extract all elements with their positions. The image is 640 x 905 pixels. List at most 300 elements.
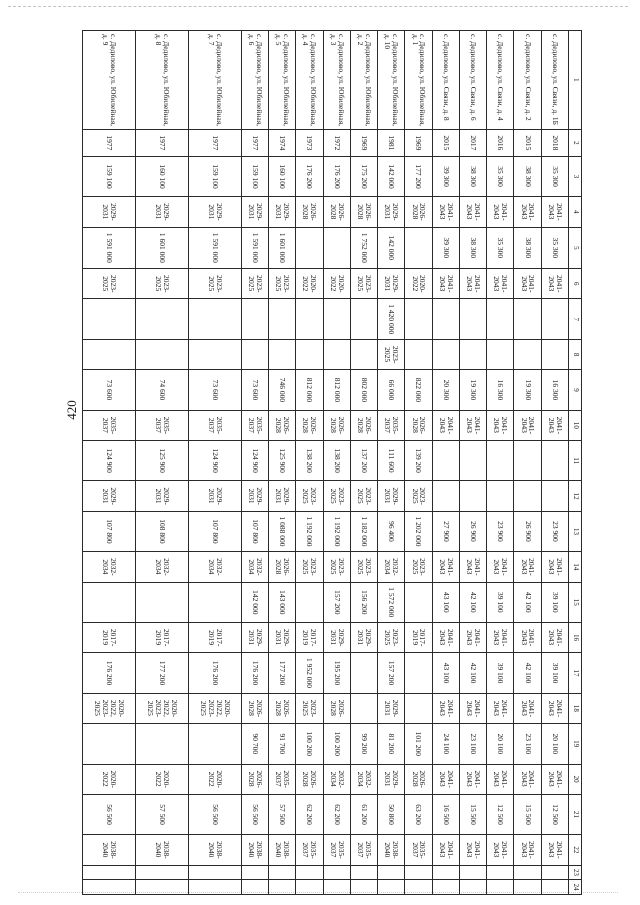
table-cell: 124 900: [188, 441, 241, 481]
table-cell: 38 300: [514, 227, 541, 269]
table-cell: 124 900: [241, 441, 268, 481]
table-cell: [541, 865, 568, 880]
table-cell: [487, 339, 514, 369]
table-cell: [378, 880, 405, 895]
table-cell: 96 400: [378, 511, 405, 551]
table-cell: 2041-2043: [432, 269, 459, 299]
table-cell: 57 500: [136, 794, 189, 834]
table-cell: 99 200: [350, 724, 377, 764]
table-cell: 2029-2031: [378, 481, 405, 511]
address-cell: с. Дедилово, ул. Юбилейная, д. 5: [269, 31, 296, 130]
address-cell: с. Дедилово, ул. Юбилейная, д. 10: [378, 31, 405, 130]
table-cell: 2041-2043: [541, 764, 568, 794]
table-cell: 2041-2043: [487, 197, 514, 227]
housing-repair-schedule-table: [82, 30, 582, 895]
table-cell: 38 300: [459, 227, 486, 269]
table-cell: [323, 299, 350, 339]
column-number: 12: [569, 481, 582, 511]
table-cell: [136, 724, 189, 764]
table-cell: 2041-2043: [459, 410, 486, 440]
table-cell: 2035-2037: [405, 835, 432, 865]
table-cell: 2035-2037: [378, 410, 405, 440]
column-number: 21: [569, 794, 582, 834]
table-cell: [541, 299, 568, 339]
table-cell: 2041-2043: [459, 197, 486, 227]
table-cell: 2023-2025: [296, 552, 323, 582]
table-cell: 16 500: [432, 794, 459, 834]
table-cell: [188, 880, 241, 895]
table-cell: [323, 865, 350, 880]
table-cell: 50 800: [378, 794, 405, 834]
address-cell: с. Дедилово, ул. Юбилейная, д. 1: [405, 31, 432, 130]
column-number: 2: [569, 129, 582, 156]
table-cell: [405, 582, 432, 622]
table-cell: 61 200: [350, 794, 377, 834]
column-number: 1: [569, 31, 582, 130]
table-cell: 2032-2034: [323, 764, 350, 794]
table-cell: [188, 865, 241, 880]
address-cell: с. Дедилово, ул. Юбилейная, д. 6: [241, 31, 268, 130]
table-cell: 802 000: [350, 370, 377, 410]
table-cell: 20 100: [487, 724, 514, 764]
table-cell: 2015: [432, 129, 459, 156]
address-cell: с. Дедилово, ул. Юбилейная, д. 9: [83, 31, 136, 130]
column-number: 18: [569, 693, 582, 723]
table-cell: 2023-2025: [296, 693, 323, 723]
table-cell: [432, 441, 459, 481]
table-cell: 138 200: [296, 441, 323, 481]
column-number: 13: [569, 511, 582, 551]
table-cell: 176 200: [83, 653, 136, 693]
table-cell: 63 200: [405, 794, 432, 834]
table-cell: 1 192 000: [323, 511, 350, 551]
table-cell: 108 800: [136, 511, 189, 551]
table-cell: 2032-2034: [83, 552, 136, 582]
table-cell: 15 500: [514, 794, 541, 834]
table-cell: 24 100: [432, 724, 459, 764]
table-cell: [487, 299, 514, 339]
table-cell: 2041-2043: [541, 693, 568, 723]
table-cell: 15 500: [459, 794, 486, 834]
table-cell: 2041-2043: [432, 764, 459, 794]
table-cell: 2029-2031: [83, 197, 136, 227]
table-cell: 2035-2037: [296, 835, 323, 865]
table-cell: 2035-2037: [323, 835, 350, 865]
table-cell: 176 200: [323, 156, 350, 196]
table-cell: [514, 880, 541, 895]
table-cell: [487, 880, 514, 895]
table-cell: [432, 299, 459, 339]
table-cell: [350, 339, 377, 369]
column-number: 20: [569, 764, 582, 794]
table-cell: 2035-2037: [350, 835, 377, 865]
table-cell: [350, 653, 377, 693]
table-cell: [83, 865, 136, 880]
table-cell: 1 202 000: [405, 511, 432, 551]
table-cell: 35 300: [487, 227, 514, 269]
table-cell: 2041-2043: [459, 764, 486, 794]
table-cell: 2038-2040: [188, 835, 241, 865]
address-cell: с. Дедилово, ул. Юбилейная, д. 4: [296, 31, 323, 130]
table-cell: 142 000: [378, 156, 405, 196]
table-row: [541, 31, 568, 895]
rotated-table-container: [82, 30, 582, 895]
table-cell: 2038-2040: [83, 835, 136, 865]
table-cell: 2026-2028: [241, 764, 268, 794]
table-row: [323, 31, 350, 895]
table-cell: [350, 880, 377, 895]
table-cell: 2026-2028: [405, 197, 432, 227]
table-cell: 66 000: [378, 370, 405, 410]
table-row: [188, 31, 241, 895]
table-cell: [405, 653, 432, 693]
table-cell: 2041-2043: [432, 410, 459, 440]
table-cell: 12 500: [487, 794, 514, 834]
table-cell: 2026-2028: [269, 410, 296, 440]
table-cell: 73 600: [241, 370, 268, 410]
table-cell: 159 100: [241, 156, 268, 196]
table-cell: [405, 865, 432, 880]
table-cell: 2023-2025: [241, 269, 268, 299]
table-cell: 2029-2031: [378, 693, 405, 723]
table-cell: 2017-2019: [296, 622, 323, 652]
table-cell: 1973: [296, 129, 323, 156]
table-cell: [514, 441, 541, 481]
table-cell: 23 900: [541, 511, 568, 551]
table-cell: 2029-2031: [323, 622, 350, 652]
column-number: 19: [569, 724, 582, 764]
table-cell: 2041-2043: [541, 552, 568, 582]
table-cell: 2032-2034: [188, 552, 241, 582]
table-cell: [350, 299, 377, 339]
table-cell: 124 900: [83, 441, 136, 481]
table-cell: 38 300: [459, 156, 486, 196]
table-cell: 2041-2043: [432, 622, 459, 652]
column-number: 7: [569, 299, 582, 339]
table-cell: [323, 227, 350, 269]
column-number: 4: [569, 197, 582, 227]
table-cell: [296, 865, 323, 880]
table-cell: 2023-2025: [378, 622, 405, 652]
table-cell: 20 300: [432, 370, 459, 410]
table-cell: 2041-2043: [487, 552, 514, 582]
table-cell: 1972: [323, 129, 350, 156]
table-cell: 81 200: [378, 724, 405, 764]
table-cell: 2026-2028: [350, 197, 377, 227]
table-cell: 2041-2043: [487, 269, 514, 299]
table-cell: [269, 880, 296, 895]
table-cell: 2015: [514, 129, 541, 156]
table-cell: [405, 880, 432, 895]
table-cell: 2026-2028: [296, 197, 323, 227]
table-cell: 2029-2031: [188, 197, 241, 227]
table-cell: 2020-2022: [136, 764, 189, 794]
table-cell: 38 300: [514, 156, 541, 196]
table-cell: 2041-2043: [514, 835, 541, 865]
table-cell: 143 000: [269, 582, 296, 622]
table-cell: [541, 339, 568, 369]
table-cell: 62 200: [323, 794, 350, 834]
table-cell: 1 752 000: [350, 227, 377, 269]
table-cell: 2041-2043: [514, 410, 541, 440]
table-cell: 12 500: [541, 794, 568, 834]
table-cell: 26 900: [459, 511, 486, 551]
table-cell: 91 700: [269, 724, 296, 764]
table-cell: 1977: [241, 129, 268, 156]
table-cell: 2026-2028: [405, 410, 432, 440]
table-cell: [136, 865, 189, 880]
table-cell: 2041-2043: [459, 269, 486, 299]
table-cell: 125 900: [136, 441, 189, 481]
page-number: 420: [64, 400, 79, 420]
table-cell: 2023-2025: [323, 481, 350, 511]
table-cell: 1 591 000: [83, 227, 136, 269]
column-number: 6: [569, 269, 582, 299]
column-number: 17: [569, 653, 582, 693]
table-cell: 2041-2043: [459, 835, 486, 865]
table-cell: 2017-2019: [136, 622, 189, 652]
table-cell: 2026-2028: [269, 693, 296, 723]
table-cell: 125 900: [269, 441, 296, 481]
table-cell: 2020-2022: [405, 269, 432, 299]
column-number: 14: [569, 552, 582, 582]
table-cell: 39 300: [432, 227, 459, 269]
table-cell: 111 600: [378, 441, 405, 481]
table-cell: 2041-2043: [541, 410, 568, 440]
table-cell: 2020-2022, 2023-2025: [136, 693, 189, 723]
table-cell: 42 100: [514, 582, 541, 622]
table-cell: [405, 693, 432, 723]
table-cell: 156 200: [350, 582, 377, 622]
table-cell: 1 420 000: [378, 299, 405, 339]
table-cell: [405, 299, 432, 339]
table-cell: 1977: [188, 129, 241, 156]
table-cell: 23 100: [514, 724, 541, 764]
table-cell: [188, 299, 241, 339]
table-cell: 177 200: [136, 653, 189, 693]
table-cell: 2041-2043: [432, 552, 459, 582]
table-cell: 2041-2043: [487, 764, 514, 794]
table-cell: 2018: [541, 129, 568, 156]
column-number: 23: [569, 865, 582, 880]
table-cell: 43 100: [432, 582, 459, 622]
table-cell: 35 300: [541, 156, 568, 196]
table-cell: [487, 865, 514, 880]
table-cell: [241, 865, 268, 880]
table-cell: [296, 339, 323, 369]
table-cell: 2038-2040: [241, 835, 268, 865]
table-cell: 2026-2028: [405, 764, 432, 794]
table-cell: 160 100: [136, 156, 189, 196]
table-cell: [83, 299, 136, 339]
table-cell: 1 182 000: [350, 511, 377, 551]
address-cell: с. Дедилово, ул. Связи, д. 1Б: [541, 31, 568, 130]
table-cell: 2041-2043: [541, 622, 568, 652]
table-cell: 16 300: [541, 370, 568, 410]
table-cell: [83, 582, 136, 622]
table-cell: 2020-2022: [296, 269, 323, 299]
table-cell: 2029-2031: [241, 622, 268, 652]
table-cell: 2023-2025: [323, 552, 350, 582]
table-cell: [350, 693, 377, 723]
column-number: 10: [569, 410, 582, 440]
table-cell: 2029-2031: [378, 197, 405, 227]
table-cell: 138 200: [323, 441, 350, 481]
address-cell: с. Дедилово, ул. Связи, д. 2: [514, 31, 541, 130]
table-cell: [432, 865, 459, 880]
table-cell: 57 500: [269, 794, 296, 834]
table-cell: 2032-2034: [350, 764, 377, 794]
table-cell: 746 000: [269, 370, 296, 410]
table-row: [405, 31, 432, 895]
table-cell: [296, 227, 323, 269]
address-cell: с. Дедилово, ул. Юбилейная, д. 7: [188, 31, 241, 130]
table-cell: 2041-2043: [514, 693, 541, 723]
table-row: [296, 31, 323, 895]
table-cell: 100 200: [296, 724, 323, 764]
table-cell: 2029-2031: [136, 197, 189, 227]
table-row: [459, 31, 486, 895]
table-cell: [296, 880, 323, 895]
table-cell: 2023-2025: [136, 269, 189, 299]
table-cell: 2026-2028: [241, 693, 268, 723]
table-cell: 2026-2028: [296, 764, 323, 794]
table-cell: [241, 299, 268, 339]
table-cell: 175 200: [350, 156, 377, 196]
table-cell: 2020-2022, 2023-2025: [188, 693, 241, 723]
table-cell: [188, 724, 241, 764]
table-cell: 2020-2022: [188, 764, 241, 794]
table-cell: 2041-2043: [514, 269, 541, 299]
table-cell: [514, 865, 541, 880]
table-cell: 1 088 000: [269, 511, 296, 551]
table-cell: 2041-2043: [432, 693, 459, 723]
table-cell: 19 300: [459, 370, 486, 410]
table-cell: 1 192 000: [296, 511, 323, 551]
table-row: [83, 31, 136, 895]
table-cell: 2035-2037: [136, 410, 189, 440]
table-cell: 107 800: [241, 511, 268, 551]
table-cell: [405, 227, 432, 269]
table-cell: 2029-2031: [269, 481, 296, 511]
table-cell: 2020-2022: [83, 764, 136, 794]
table-cell: 19 300: [514, 370, 541, 410]
table-cell: 1981: [378, 129, 405, 156]
table-cell: 1 591 000: [241, 227, 268, 269]
table-cell: 2023-2025: [350, 552, 377, 582]
table-cell: [350, 865, 377, 880]
table-cell: 159 100: [188, 156, 241, 196]
table-cell: 2029-2031: [269, 622, 296, 652]
table-cell: [269, 339, 296, 369]
table-cell: 1969: [350, 129, 377, 156]
table-cell: 177 200: [405, 156, 432, 196]
table-cell: 142 000: [241, 582, 268, 622]
table-cell: [136, 582, 189, 622]
table-cell: 176 200: [241, 653, 268, 693]
table-cell: [432, 481, 459, 511]
table-cell: 2029-2031: [378, 764, 405, 794]
table-cell: 39 300: [432, 156, 459, 196]
table-cell: [83, 339, 136, 369]
table-cell: [188, 339, 241, 369]
table-cell: [323, 880, 350, 895]
table-cell: [541, 880, 568, 895]
table-cell: 822 000: [405, 370, 432, 410]
table-cell: 1 591 000: [188, 227, 241, 269]
table-cell: [514, 299, 541, 339]
table-cell: 137 200: [350, 441, 377, 481]
table-cell: 2041-2043: [459, 552, 486, 582]
table-cell: 56 500: [241, 794, 268, 834]
table-cell: 43 100: [432, 653, 459, 693]
table-cell: 2041-2043: [432, 197, 459, 227]
table-cell: 2020-2022, 2023-2025: [83, 693, 136, 723]
scan-artifact-top: [8, 6, 628, 8]
table-cell: 2041-2043: [459, 622, 486, 652]
table-cell: 2020-2022: [323, 269, 350, 299]
table-cell: 42 100: [514, 653, 541, 693]
table-cell: [459, 481, 486, 511]
table-cell: 2041-2043: [487, 410, 514, 440]
table-cell: 2026-2028: [323, 693, 350, 723]
table-cell: 2029-2031: [83, 481, 136, 511]
table-row: [241, 31, 268, 895]
table-cell: 2023-2025: [83, 269, 136, 299]
table-cell: 2023-2025: [378, 339, 405, 369]
table-cell: 1974: [269, 129, 296, 156]
table-cell: 2041-2043: [487, 622, 514, 652]
table-cell: 39 100: [541, 582, 568, 622]
table-cell: 2026-2028: [323, 410, 350, 440]
table-cell: 35 300: [541, 227, 568, 269]
table-cell: 35 300: [487, 156, 514, 196]
table-cell: 1 572 000: [378, 582, 405, 622]
table-cell: 2023-2025: [405, 552, 432, 582]
table-cell: 160 100: [269, 156, 296, 196]
table-row: [350, 31, 377, 895]
table-cell: 23 100: [459, 724, 486, 764]
table-cell: 2017-2019: [83, 622, 136, 652]
table-cell: [136, 299, 189, 339]
table-cell: 1977: [136, 129, 189, 156]
table-cell: [514, 481, 541, 511]
table-cell: 812 000: [323, 370, 350, 410]
table-cell: [514, 339, 541, 369]
table-cell: 2041-2043: [541, 269, 568, 299]
table-cell: [296, 582, 323, 622]
table-row: [269, 31, 296, 895]
table-cell: [188, 582, 241, 622]
column-number: 3: [569, 156, 582, 196]
table-cell: 2032-2034: [136, 552, 189, 582]
table-cell: [241, 880, 268, 895]
table-cell: 2041-2043: [459, 693, 486, 723]
table-cell: [459, 299, 486, 339]
table-cell: 176 200: [296, 156, 323, 196]
table-cell: 101 200: [405, 724, 432, 764]
table-cell: 2029-2031: [378, 269, 405, 299]
column-number: 8: [569, 339, 582, 369]
table-cell: 2017-2019: [405, 622, 432, 652]
table-cell: 56 500: [188, 794, 241, 834]
table-cell: 16 300: [487, 370, 514, 410]
table-cell: 39 100: [487, 653, 514, 693]
table-cell: [459, 339, 486, 369]
table-cell: 74 600: [136, 370, 189, 410]
table-cell: [459, 441, 486, 481]
table-cell: [296, 299, 323, 339]
